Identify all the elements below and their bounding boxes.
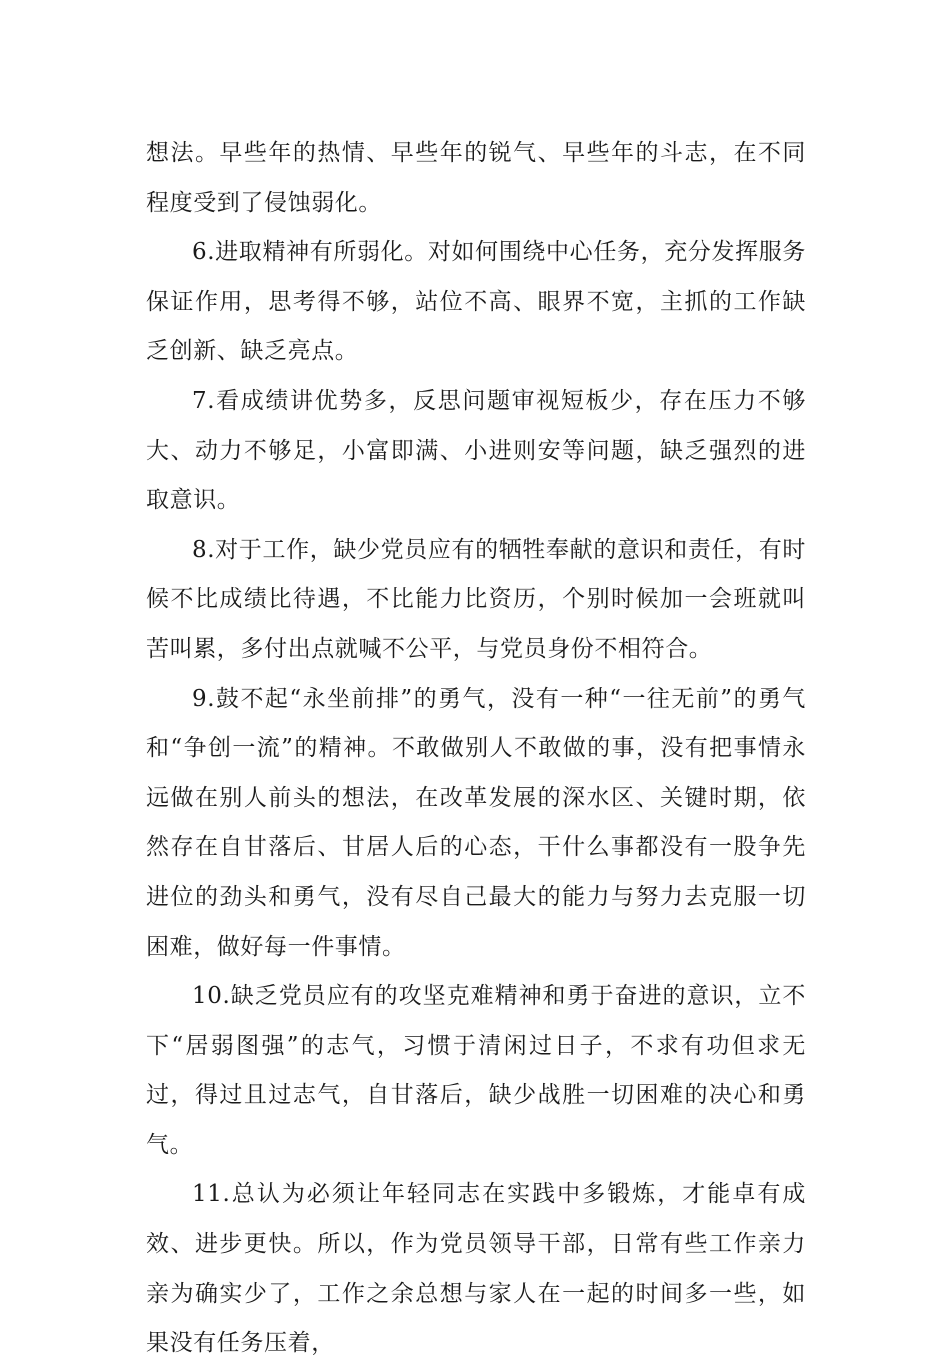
paragraph-item-11: 11.总认为必须让年轻同志在实践中多锻炼，才能卓有成效、进步更快。所以，作为党员领导干部，日常有些工作亲力亲为确实少了，工作之余总想与家人在一起的时间多一些，如果没有任务压着， <box>146 1181 806 1357</box>
document-body <box>146 129 806 1369</box>
paragraph-continuation: 想法。早些年的热情、早些年的锐气、早些年的斗志，在不同程度受到了侵蚀弱化。 <box>146 140 806 216</box>
paragraph-item-9: 9.鼓不起“永坐前排”的勇气，没有一种“一往无前”的勇气和“争创一流”的精神。不敢做别人不敢做的事，没有把事情永远做在别人前头的想法，在改革发展的深水区、关键时期，依然存在自甘落后、甘居人后的心态，干什么事都没有一股争先进位的劲头和勇气，没有尽自己最大的能力与努力去克服一切困难，做好每一件事情。 <box>146 685 806 960</box>
paragraph-item-10: 10.缺乏党员应有的攻坚克难精神和勇于奋进的意识，立不下“居弱图强”的志气，习惯于清闲过日子，不求有功但求无过，得过且过志气，自甘落后，缺少战胜一切困难的决心和勇气。 <box>146 983 806 1158</box>
paragraph-item-7: 7.看成绩讲优势多，反思问题审视短板少，存在压力不够大、动力不够足，小富即满、小进则安等问题，缺乏强烈的进取意识。 <box>146 387 806 514</box>
paragraph-item-8: 8.对于工作，缺少党员应有的牺牲奉献的意识和责任，有时候不比成绩比待遇，不比能力比资历，个别时候加一会班就叫苦叫累，多付出点就喊不公平，与党员身份不相符合。 <box>146 536 806 662</box>
paragraph-item-6: 6.进取精神有所弱化。对如何围绕中心任务，充分发挥服务保证作用，思考得不够，站位不高、眼界不宽，主抓的工作缺乏创新、缺乏亮点。 <box>146 239 806 365</box>
